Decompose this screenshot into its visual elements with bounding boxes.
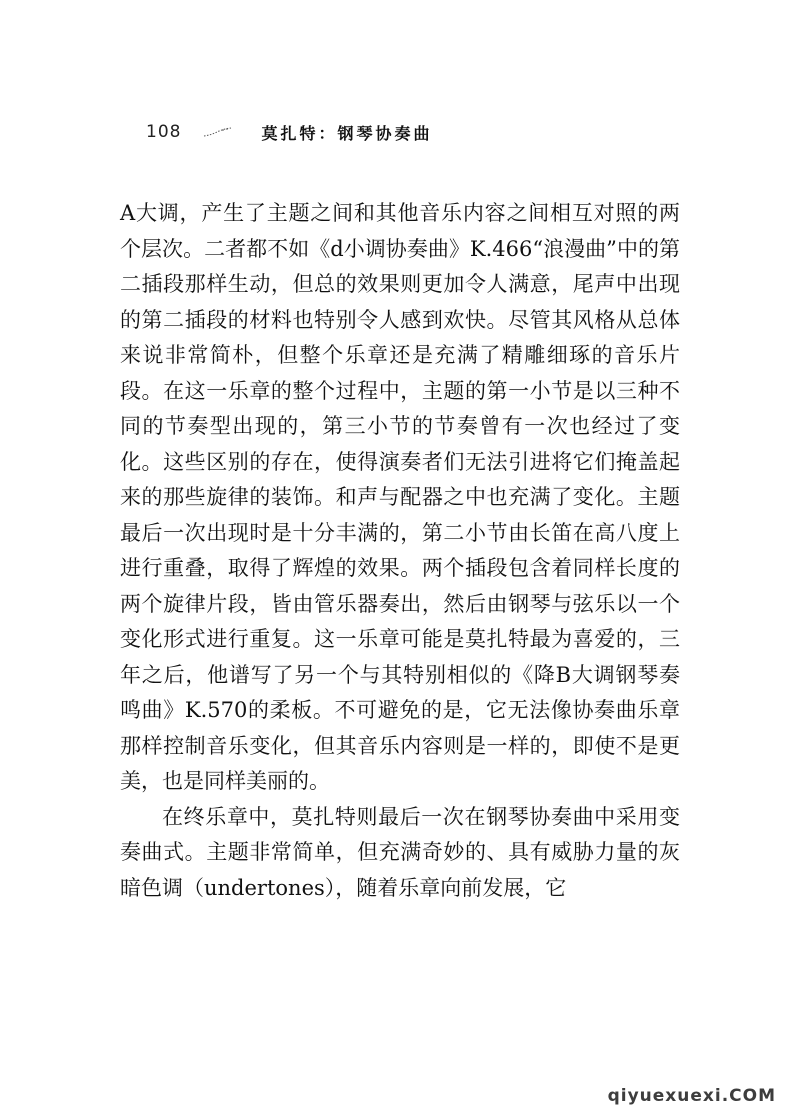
decorative-flourish-icon: [203, 126, 233, 138]
page-number: 108: [146, 122, 182, 142]
running-title: 莫扎特：钢琴协奏曲: [261, 123, 433, 143]
body-text: [120, 196, 680, 906]
watermark: qiyuexuexi.COM: [607, 1086, 776, 1106]
paragraph: 在终乐章中，莫扎特则最后一次在钢琴协奏曲中采用变奏曲式。主题非常简单，但充满奇妙的、具有威胁力量的灰暗色调（undertones），随着乐章向前发展，它: [120, 804, 680, 900]
running-header: [146, 120, 432, 144]
paragraph: A大调，产生了主题之间和其他音乐内容之间相互对照的两个层次。二者都不如《d小调协奏曲》K.466“浪漫曲”中的第二插段那样生动，但总的效果则更加令人满意，尾声中出现的第二插段的材料也特别令人感到欢快。尽管其风格从总体来说非常简朴，但整个乐章还是充满了精雕细琢的音乐片段。在这一乐章的整个过程中，主题的第一小节是以三种不同的节奏型出现的，第三小节的节奏曾有一次也经过了变化。这些区别的存在，使得演奏者们无法引进将它们掩盖起来的那些旋律的装饰。和声与配器之中也充满了变化。主题最后一次出现时是十分丰满的，第二小节由长笛在高八度上进行重叠，取得了辉煌的效果。两个插段包含着同样长度的两个旋律片段，皆由管乐器奏出，然后由钢琴与弦乐以一个变化形式进行重复。这一乐章可能是莫扎特最为喜爱的，三年之后，他谱写了另一个与其特别相似的《降B大调钢琴奏鸣曲》K.570的柔板。不可避免的是，它无法像协奏曲乐章那样控制音乐变化，但其音乐内容则是一样的，即使不是更美，也是同样美丽的。: [120, 201, 680, 793]
